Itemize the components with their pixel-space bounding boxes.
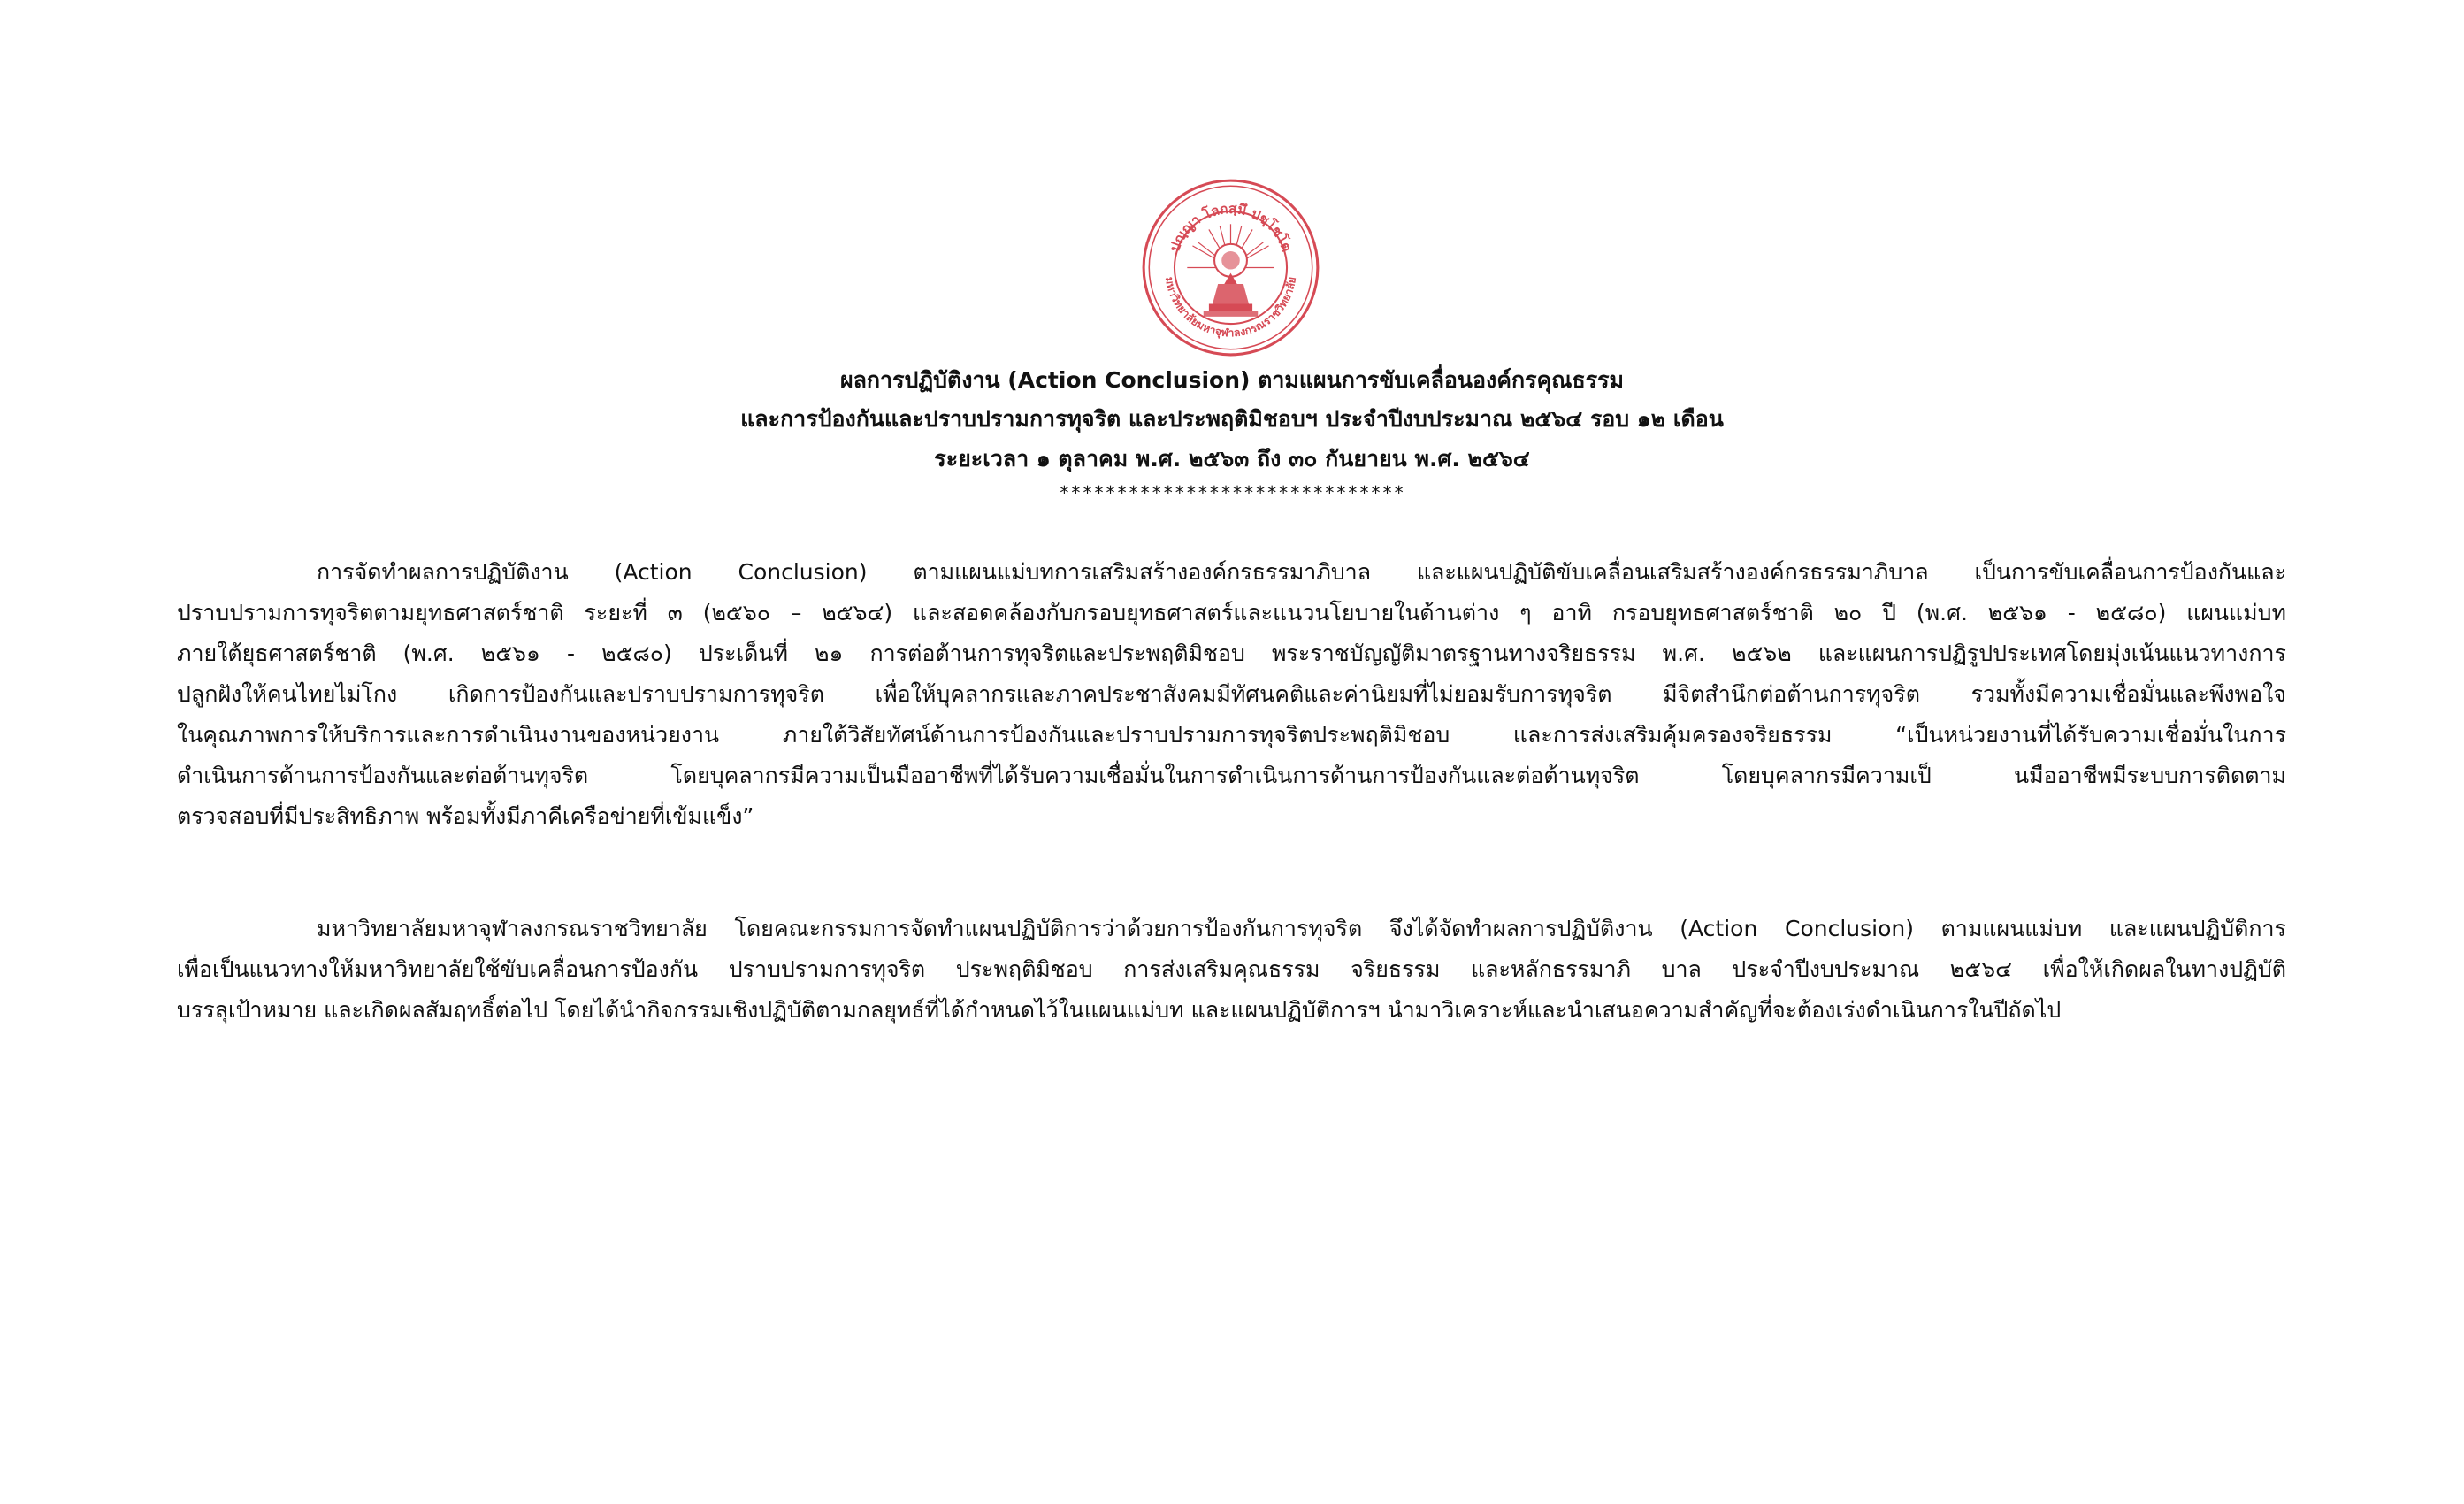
paragraph-line: ในคุณภาพการให้บริการและการดำเนินงานของหน่วยงาน ภายใต้วิสัยทัศน์ด้านการป้องกันและปราบปรามการทุจริตประพฤติมิชอบ และการส่งเสริมคุ้มครองจริยธรรม “เป็นหน่วยงานที่ได้รับความเชื่อมั่นในการ (177, 722, 2286, 748)
report-title: ผลการปฏิบัติงาน (Action Conclusion) ตามแผนการขับเคลื่อนองค์กรคุณธรรม (839, 367, 1625, 393)
paragraph-line: มหาวิทยาลัยมหาจุฬาลงกรณราชวิทยาลัย โดยคณะกรรมการจัดทำแผนปฏิบัติการว่าด้วยการป้องกันการทุจริต จึงได้จัดทำผลการปฏิบัติงาน (Action Conclusion) ตามแผนแม่บท และแผนปฏิบัติการ (317, 916, 2286, 941)
paragraph-line: ดำเนินการด้านการป้องกันและต่อต้านทุจริต โดยบุคลากรมีความเป็นมืออาชีพที่ได้รับความเชื่อมั่นในการดำเนินการด้านการป้องกันและต่อต้านทุจริต โดยบุคลากรมีความเป็ นมืออาชีพมีระบบการติดตาม (177, 763, 2286, 788)
seal-top-motto: ปญฺญา โลกสฺมึ ปชฺโชโต (1167, 200, 1295, 255)
paragraph-line: ปลูกฝังให้คนไทยไม่โกง เกิดการป้องกันและปราบปรามการทุจริต เพื่อให้บุคลากรและภาคประชาสังคมมีทัศนคติและค่านิยมที่ไม่ยอมรับการทุจริต มีจิตสำนึกต่อต้านการทุจริต รวมทั้งมีความเชื่อมั่นและพึงพอใจ (177, 681, 2286, 707)
seal-bottom-name: มหาวิทยาลัยมหาจุฬาลงกรณราชวิทยาลัย (1162, 275, 1299, 340)
paragraph-line: บรรลุเป้าหมาย และเกิดผลสัมฤทธิ์ต่อไป โดยได้นำกิจกรรมเชิงปฏิบัติตามกลยุทธ์ที่ได้กำหนดไว้ในแผนแม่บท และแผนปฏิบัติการฯ นำมาวิเคราะห์และนำเสนอความสำคัญที่จะต้องเร่งดำเนินการในปีถัดไป (177, 997, 2062, 1023)
paragraph-line: ปราบปรามการทุจริตตามยุทธศาสตร์ชาติ ระยะที่ ๓ (๒๕๖๐ – ๒๕๖๔) และสอดคล้องกับกรอบยุทธศาสตร์และแนวนโยบายในด้านต่าง ๆ อาทิ กรอบยุทธศาสตร์ชาติ ๒๐ ปี (พ.ศ. ๒๕๖๑ - ๒๕๘๐) แผนแม่บท (177, 600, 2286, 625)
paragraph-intro (177, 552, 2286, 837)
report-period: ระยะเวลา ๑ ตุลาคม พ.ศ. ๒๕๖๓ ถึง ๓๐ กันยายน พ.ศ. ๒๕๖๔ (934, 446, 1530, 472)
paragraph-line: เพื่อเป็นแนวทางให้มหาวิทยาลัยใช้ขับเคลื่อนการป้องกัน ปราบปรามการทุจริต ประพฤติมิชอบ การส่งเสริมคุณธรรม จริยธรรม และหลักธรรมาภิ บาล ประจำปีงบประมาณ ๒๕๖๔ เพื่อให้เกิดผลในทางปฏิบัติ (177, 956, 2286, 982)
paragraph-line: การจัดทำผลการปฏิบัติงาน (Action Conclusion) ตามแผนแม่บทการเสริมสร้างองค์กรธรรมาภิบาล และแผนปฏิบัติขับเคลื่อนเสริมสร้างองค์กรธรรมาภิบาล เป็นการขับเคลื่อนการป้องกันและ (317, 559, 2286, 585)
paragraph-university (177, 909, 2286, 1031)
university-seal-logo (1140, 177, 1321, 358)
paragraph-line: ตรวจสอบที่มีประสิทธิภาพ พร้อมทั้งมีภาคีเครือข่ายที่เข้มแข็ง” (177, 803, 754, 829)
report-subtitle: และการป้องกันและปราบปรามการทุจริต และประพฤติมิชอบฯ ประจำปีงบประมาณ ๒๕๖๔ รอบ ๑๒ เดือน (740, 406, 1724, 432)
heading-separator: ****************************** (1059, 482, 1405, 503)
paragraph-line: ภายใต้ยุธศาสตร์ชาติ (พ.ศ. ๒๕๖๑ - ๒๕๘๐) ประเด็นที่ ๒๑ การต่อต้านการทุจริตและประพฤติมิชอบ พระราชบัญญัติมาตรฐานทางจริยธรรม พ.ศ. ๒๕๖๒ และแผนการปฏิรูปประเทศโดยมุ่งเน้นแนวทางการ (177, 641, 2286, 666)
